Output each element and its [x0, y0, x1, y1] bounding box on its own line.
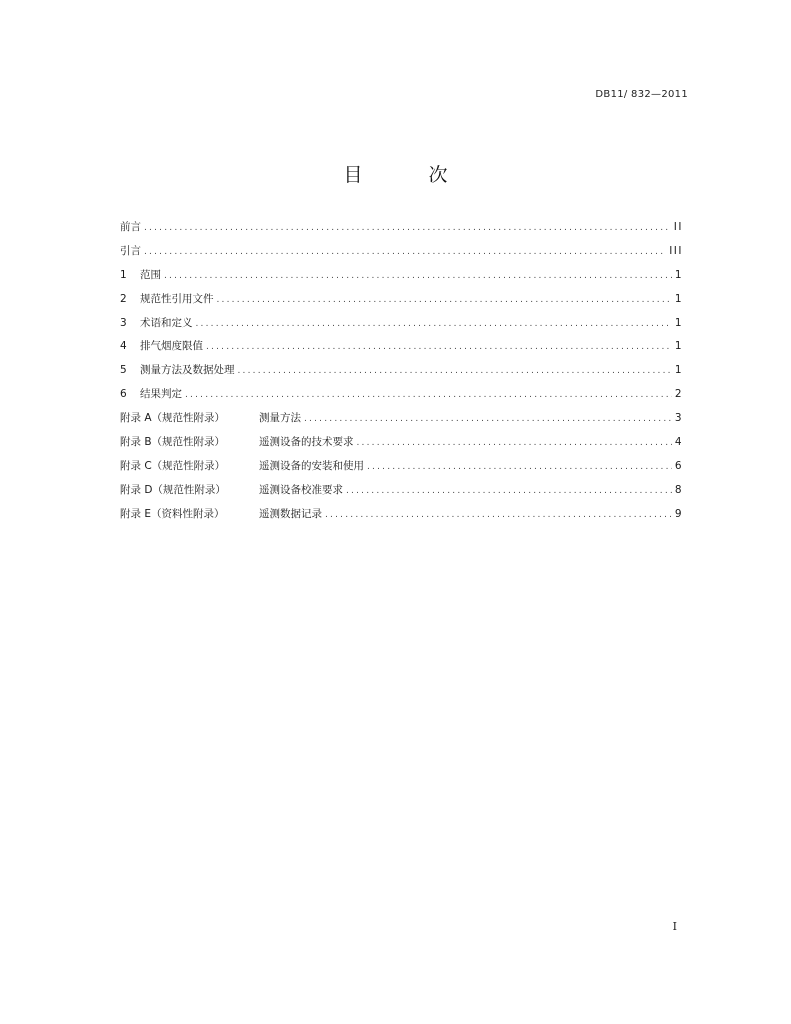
toc-leader-dots	[304, 414, 672, 424]
toc-leader-dots	[185, 390, 672, 400]
toc-entry-label: 测量方法	[259, 412, 301, 425]
toc-entry-label: 引言	[120, 244, 141, 257]
toc-entry-number: 3	[120, 316, 127, 329]
toc-entry-appendix-prefix: 附录 A（规范性附录）	[120, 412, 226, 425]
toc-entry-page: 1	[674, 340, 683, 353]
toc-entry-number: 4	[120, 340, 127, 353]
toc-entry-page: 1	[674, 292, 683, 305]
toc-title: 目 次	[343, 164, 478, 186]
toc-entry-label: 范围	[140, 268, 161, 281]
toc-entry[interactable]	[120, 434, 683, 458]
toc-leader-dots	[346, 486, 672, 496]
toc-leader-dots	[217, 295, 672, 305]
toc-entry[interactable]	[120, 506, 683, 530]
toc-entry-page: 6	[674, 459, 683, 472]
toc-entry[interactable]	[120, 291, 683, 315]
toc-entry-number: 2	[120, 292, 127, 305]
toc-entry-label: 遥测设备校准要求	[259, 483, 343, 496]
toc-entry-label: 遥测设备的安装和使用	[259, 459, 364, 472]
toc-entry-page: III	[669, 244, 683, 257]
toc-entry[interactable]	[120, 267, 683, 291]
toc-entry[interactable]	[120, 386, 683, 410]
toc-leader-dots	[325, 510, 672, 520]
toc-entry-page: 2	[674, 388, 683, 401]
toc-entry-number: 6	[120, 388, 127, 401]
toc-entry[interactable]	[120, 315, 683, 339]
toc-leader-dots	[196, 319, 672, 329]
toc-entry-label: 结果判定	[140, 388, 182, 401]
toc-leader-dots	[144, 247, 666, 257]
toc-entry[interactable]	[120, 410, 683, 434]
toc-entry-label: 遥测设备的技术要求	[259, 436, 354, 449]
toc-entry-page: 3	[674, 412, 683, 425]
toc-entry-page: 8	[674, 483, 683, 496]
toc-entry-appendix-prefix: 附录 C（规范性附录）	[120, 459, 226, 472]
toc-entry-number: 1	[120, 268, 127, 281]
toc-entry-page: 1	[674, 268, 683, 281]
toc-entry-page: 9	[674, 507, 683, 520]
toc-entry-label: 测量方法及数据处理	[140, 364, 235, 377]
toc-entry-appendix-prefix: 附录 B（规范性附录）	[120, 436, 226, 449]
toc-entry-label: 术语和定义	[140, 316, 193, 329]
toc-entry-label: 排气烟度限值	[140, 340, 203, 353]
toc-leader-dots	[164, 271, 672, 281]
toc-leader-dots	[367, 462, 672, 472]
page-number: I	[672, 920, 677, 933]
toc-leader-dots	[206, 342, 672, 352]
toc-entry-appendix-prefix: 附录 D（规范性附录）	[120, 483, 226, 496]
toc-entry-appendix-prefix: 附录 E（资料性附录）	[120, 507, 225, 520]
toc-entry-page: 1	[674, 316, 683, 329]
toc-entry[interactable]	[120, 458, 683, 482]
toc-entry[interactable]	[120, 362, 683, 386]
toc-entry-label: 遥测数据记录	[259, 507, 322, 520]
toc-entry-label: 前言	[120, 221, 141, 233]
toc-entry-label: 规范性引用文件	[140, 292, 214, 305]
toc-entry[interactable]	[120, 219, 683, 243]
toc-entry-page: II	[673, 221, 683, 233]
toc-leader-dots	[357, 438, 672, 448]
toc-entry-page: 4	[674, 436, 683, 449]
toc-leader-dots	[238, 366, 672, 376]
toc-entry[interactable]	[120, 482, 683, 506]
document-code: DB11/ 832—2011	[595, 89, 688, 100]
table-of-contents	[120, 219, 683, 530]
toc-entry-page: 1	[674, 364, 683, 377]
toc-entry-number: 5	[120, 364, 127, 377]
toc-entry[interactable]	[120, 338, 683, 362]
toc-entry[interactable]	[120, 243, 683, 267]
toc-leader-dots	[144, 223, 671, 233]
